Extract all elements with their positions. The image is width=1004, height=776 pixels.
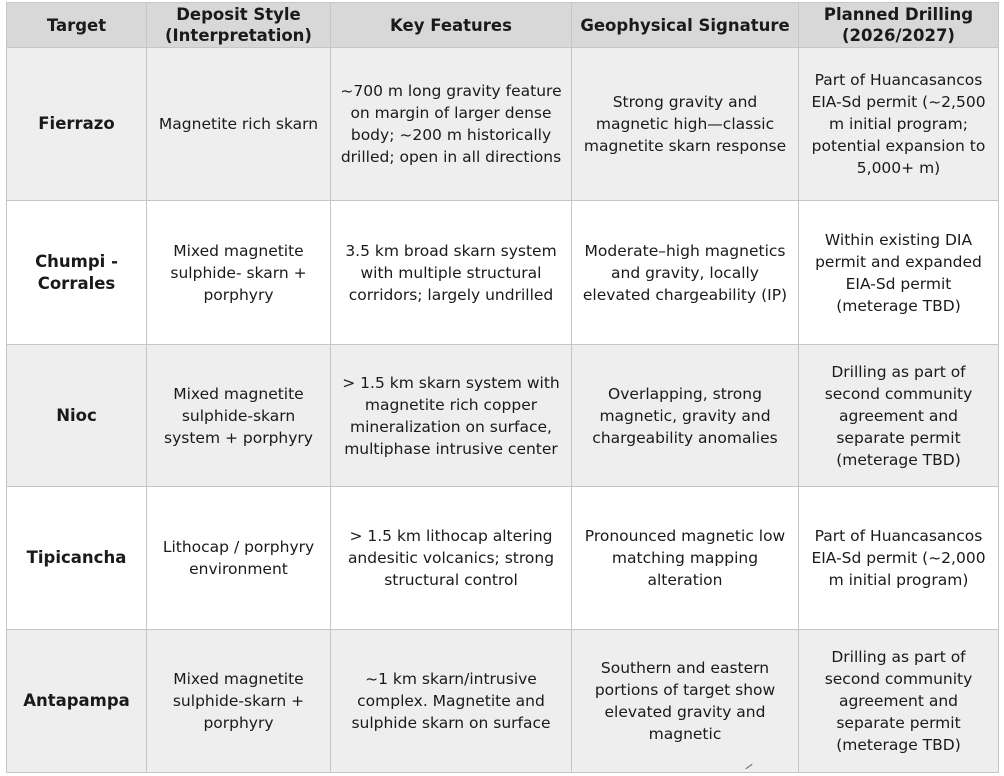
target-cell: Nioc bbox=[7, 345, 147, 487]
header-geophysical-signature: Geophysical Signature bbox=[572, 3, 799, 48]
key-features-cell: > 1.5 km skarn system with magnetite rich copper mineralization on surface, multiphase intrusive center bbox=[331, 345, 572, 487]
target-cell: Tipicancha bbox=[7, 487, 147, 630]
table-row bbox=[7, 487, 999, 630]
deposit-style-cell: Mixed magnetite sulphide- skarn + porphyry bbox=[147, 201, 331, 345]
header-target: Target bbox=[7, 3, 147, 48]
planned-drilling-cell: Drilling as part of second community agreement and separate permit (meterage TBD) bbox=[799, 630, 999, 773]
key-features-cell: 3.5 km broad skarn system with multiple structural corridors; largely undrilled bbox=[331, 201, 572, 345]
key-features-cell: ~700 m long gravity feature on margin of larger dense body; ~200 m historically drilled; open in all directions bbox=[331, 48, 572, 201]
header-deposit-style: Deposit Style (Interpretation) bbox=[147, 3, 331, 48]
deposit-style-cell: Magnetite rich skarn bbox=[147, 48, 331, 201]
key-features-cell: ~1 km skarn/intrusive complex. Magnetite and sulphide skarn on surface bbox=[331, 630, 572, 773]
table-row bbox=[7, 630, 999, 773]
geophysical-cell: Overlapping, strong magnetic, gravity and chargeability anomalies bbox=[572, 345, 799, 487]
table-row bbox=[7, 201, 999, 345]
deposit-style-cell: Mixed magnetite sulphide-skarn + porphyry bbox=[147, 630, 331, 773]
key-features-cell: > 1.5 km lithocap altering andesitic volcanics; strong structural control bbox=[331, 487, 572, 630]
header-planned-drilling: Planned Drilling (2026/2027) bbox=[799, 3, 999, 48]
geophysical-cell: Moderate–high magnetics and gravity, locally elevated chargeability (IP) bbox=[572, 201, 799, 345]
target-cell: Fierrazo bbox=[7, 48, 147, 201]
header-row bbox=[7, 3, 999, 48]
geophysical-cell: Strong gravity and magnetic high—classic magnetite skarn response bbox=[572, 48, 799, 201]
target-cell: Antapampa bbox=[7, 630, 147, 773]
geophysical-cell: Pronounced magnetic low matching mapping alteration bbox=[572, 487, 799, 630]
geophysical-cell: Southern and eastern portions of target show elevated gravity and magnetic bbox=[572, 630, 799, 773]
exploration-targets-table bbox=[6, 2, 999, 773]
planned-drilling-cell: Drilling as part of second community agreement and separate permit (meterage TBD) bbox=[799, 345, 999, 487]
header-key-features: Key Features bbox=[331, 3, 572, 48]
planned-drilling-cell: Part of Huancasancos EIA-Sd permit (~2,000 m initial program) bbox=[799, 487, 999, 630]
table-row bbox=[7, 48, 999, 201]
deposit-style-cell: Mixed magnetite sulphide-skarn system + porphyry bbox=[147, 345, 331, 487]
target-cell: Chumpi - Corrales bbox=[7, 201, 147, 345]
planned-drilling-cell: Within existing DIA permit and expanded EIA-Sd permit (meterage TBD) bbox=[799, 201, 999, 345]
deposit-style-cell: Lithocap / porphyry environment bbox=[147, 487, 331, 630]
table-row bbox=[7, 345, 999, 487]
planned-drilling-cell: Part of Huancasancos EIA-Sd permit (~2,500 m initial program; potential expansion to 5,000+ m) bbox=[799, 48, 999, 201]
